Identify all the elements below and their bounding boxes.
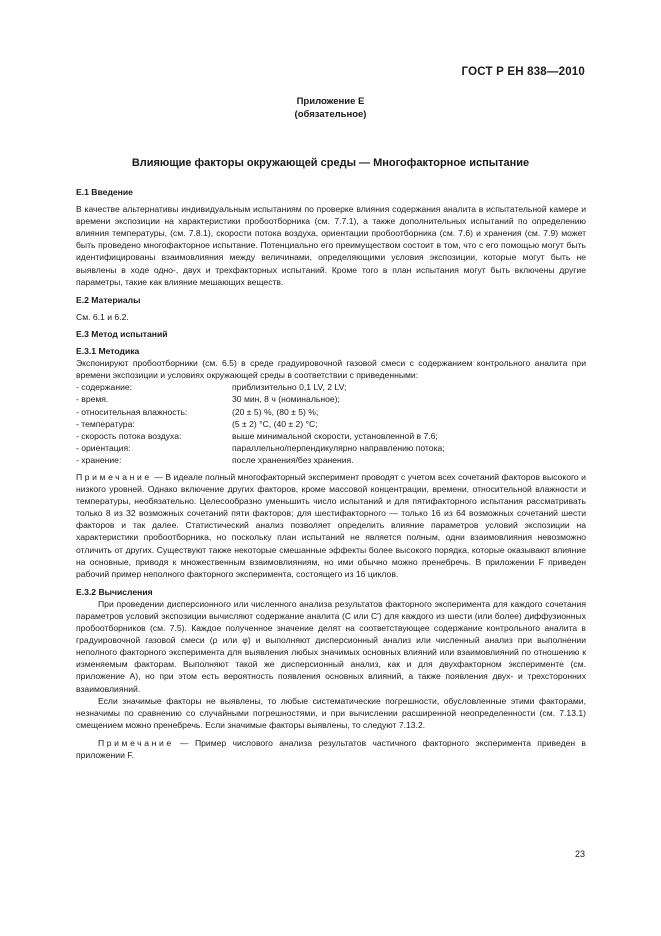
section-e32-note bbox=[76, 737, 586, 761]
condition-row: - относительная влажность: (20 ± 5) %, (80 ± 5) %; bbox=[76, 406, 319, 417]
section-e32-p1: При проведении дисперсионного или численного анализа результатов факторного эксперимента для каждого сочетания параметров условий экспозиции вычисляют содержание аналита (С или С′) для каждого из шести (или более) диффузионных пробоотборников (см. 7.5). Каждое полученное значение делят на соответствующее содержание контрольного аналита в градуировочной газовой смеси (ρ или φ) и выполняют дисперсионный анализ или численный анализ при выполнении неполного факторного эксперимента для выявления любых значимых основных влияний или взаимовлияний по отношению к изменяемым факторам. Выполняют такой же дисперсионный анализ, как и для двухфакторном эксперименте (см. приложение А), но при этом есть вероятность появления основных влияний, а также появления двух- и трехсторонних взаимовлияний. bbox=[76, 598, 586, 694]
note-text: — В идеале полный многофакторный эксперимент проводят с учетом всех сочетаний факторов высокого и низкого уровней. Однако включение других факторов, кроме массовой концентрации, времени, относительной влажности и температуры, необязательно. Целесообразно уменьшить число испытаний и для пятифакторного испытания рассматривать только 8 из 32 возможных сочетаний пяти факторов; для шестифакторного — только 16 из 64 возможных сочетаний шести факторов и так далее. Статистический анализ позволяет определить влияние параметров условий экспозиции на характеристики пробоотборника, но поскольку план испытаний не является полным, одни взаимовлияния невозможно отличить от других. Существуют также некоторые смешанные эффекты более высокого порядка, которые оказывают влияние на основные, приводя к множественным взаимовлияниям, но ими обычно можно пренебречь. В приложении F приведен рабочий пример неполного факторного эксперимента, состоящего из 16 циклов. bbox=[76, 471, 586, 579]
note-label: Примечание bbox=[98, 737, 174, 748]
page-title: Влияющие факторы окружающей среды — Многофакторное испытание bbox=[131, 157, 530, 169]
section-e31-heading: Е.3.1 Методика bbox=[76, 346, 140, 357]
note-label: Примечание bbox=[76, 471, 152, 482]
conditions-list bbox=[76, 381, 586, 466]
annex-status: (обязательное) bbox=[294, 109, 367, 120]
section-e3-heading: Е.3 Метод испытаний bbox=[76, 328, 168, 339]
condition-row: - хранение: после хранения/без хранения. bbox=[76, 454, 354, 465]
section-e32-p2: Если значимые факторы не выявлены, то любые систематические погрешности, обусловленные этими факторами, незначимы по сравнению со случайными погрешностями, и при вычислении расширенной неопределенности (см. 7.13.1) смещением можно пренебречь. Если значимые факторы выявлены, то следуют 7.13.2. bbox=[76, 695, 586, 730]
standard-header: ГОСТ Р ЕН 838—2010 bbox=[461, 66, 585, 78]
section-e2-heading: Е.2 Материалы bbox=[76, 294, 141, 305]
condition-row: - ориентация: параллельно/перпендикулярно направлению потока; bbox=[76, 442, 445, 453]
page-number: 23 bbox=[574, 849, 585, 859]
condition-row: - температура: (5 ± 2) °С, (40 ± 2) °С; bbox=[76, 418, 318, 429]
document-body bbox=[76, 186, 586, 761]
condition-row: - содержание: приблизительно 0,1 LV, 2 LV; bbox=[76, 382, 347, 393]
section-e32-heading: Е.3.2 Вычисления bbox=[76, 586, 153, 597]
note-text: — Пример числового анализа результатов частичного факторного эксперимента приведен в приложении F. bbox=[76, 737, 586, 761]
section-e31-note bbox=[76, 471, 586, 580]
section-e31-text: Экспонируют пробоотборники (см. 6.5) в среде градуировочной газовой смеси с содержанием контрольного аналита при времени экспозиции и условиях окружающей среды в соответствии с приведенными: bbox=[76, 358, 586, 381]
section-e1-heading: Е.1 Введение bbox=[76, 187, 133, 197]
annex-title: Приложение Е bbox=[296, 96, 365, 107]
section-e2-text: См. 6.1 и 6.2. bbox=[76, 311, 129, 322]
section-e1-text: В качестве альтернативы индивидуальным испытаниям по проверке влияния содержания аналита в испытательной камере и времени экспозиции на характеристики пробоотборника (см. 7.7.1), а также дополнительных испытаний по определению влияния температуры, (см. 7.8.1), скорости потока воздуха, ориентации пробоотборника (см. 7.6) и хранения (см. 7.9) может быть проведено многофакторное испытание. Потенциально его преимуществом состоит в том, что с его помощью могут быть идентифицированы взаимовлияния между величинами, определяющими условия экспозиции, которые могут быть не выявлены в ходе одно-, двух и трехфакторных испытаний. Кроме того в план испытания могут быть включены другие параметры, такие как влияние мешающих веществ. bbox=[76, 204, 586, 287]
condition-row: - скорость потока воздуха: выше минимальной скорости, установленной в 7.6; bbox=[76, 430, 438, 441]
condition-row: - время. 30 мин, 8 ч (номинальное); bbox=[76, 394, 340, 405]
